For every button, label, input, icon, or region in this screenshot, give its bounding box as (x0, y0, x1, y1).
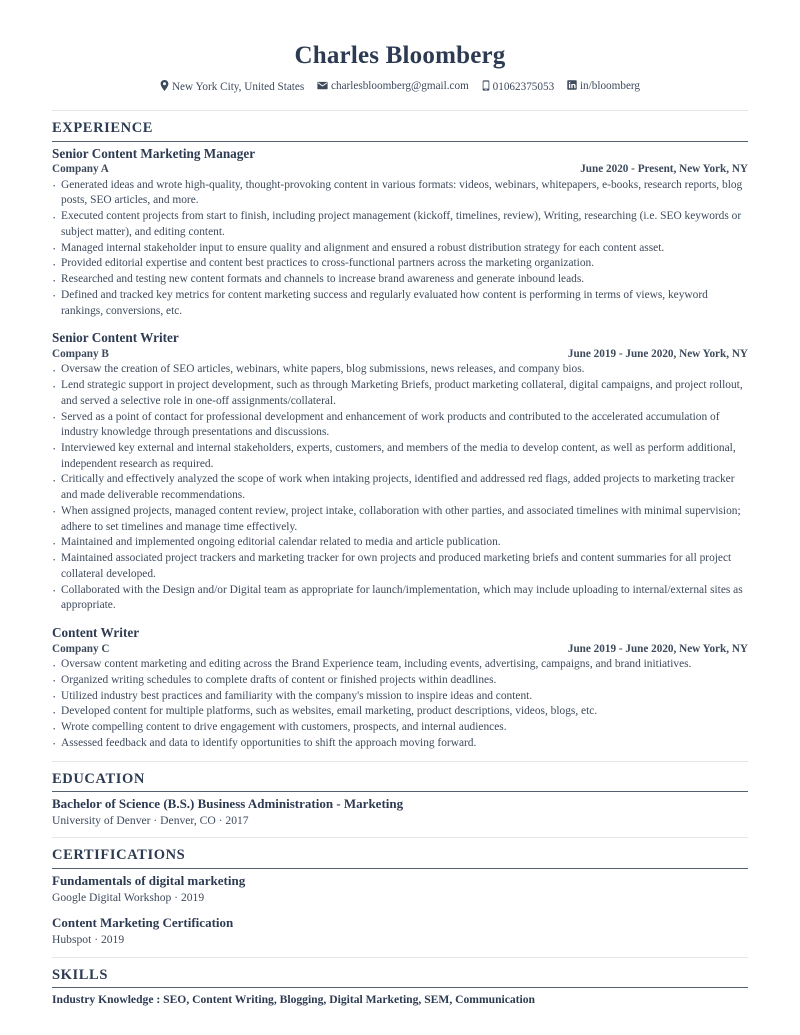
contact-email-text: charlesbloomberg@gmail.com (331, 80, 469, 93)
contact-email (317, 80, 469, 93)
job-company: Company C (52, 642, 110, 655)
job-bullet-list (52, 362, 748, 614)
job-bullet: · Managed internal stakeholder input to ensure quality and alignment and ensured a robust distribution strategy for each content asset. (52, 241, 748, 257)
job-bullet: · Oversaw content marketing and editing across the Brand Experience team, including events, advertising, campaigns, and brand initiatives. (52, 657, 748, 673)
job-bullet: · Organized writing schedules to complete drafts of content or finished projects within deadlines. (52, 673, 748, 689)
certification-details: Google Digital Workshop · 2019 (52, 890, 205, 904)
job-meta (52, 642, 748, 657)
job-bullet: · Utilized industry best practices and familiarity with the company's mission to inspire ideas and content. (52, 689, 748, 705)
linkedin-icon (567, 80, 577, 90)
resume-header (52, 42, 748, 94)
job-bullet: · Served as a point of contact for professional development and enhancement of work products and contributed to the accelerated accumulation of industry knowledge through presentations and discussions. (52, 410, 748, 441)
contact-phone-text: 01062375053 (492, 80, 555, 93)
contact-location-text: New York City, United States (171, 80, 305, 93)
section-education (52, 761, 748, 829)
contact-location (160, 80, 304, 94)
section-skills (52, 957, 748, 1009)
certification-entry (52, 915, 748, 948)
contact-line (52, 80, 748, 94)
section-title-skills: SKILLS (52, 966, 108, 983)
job-meta (52, 347, 748, 362)
section-rule (52, 868, 748, 869)
experience-entry (52, 330, 748, 614)
job-bullet: · Assessed feedback and data to identify opportunities to shift the approach moving forward. (52, 736, 748, 752)
section-separator (52, 761, 748, 762)
job-dates-location: June 2020 - Present, New York, NY (580, 163, 748, 176)
job-bullet: · Interviewed key external and internal stakeholders, experts, customers, and members of the media to develop content, as well as perform additional, independent research as required. (52, 441, 748, 472)
job-bullet: · Developed content for multiple platforms, such as websites, email marketing, product descriptions, videos, blogs, etc. (52, 704, 748, 720)
phone-icon (482, 80, 490, 91)
location-pin-icon (160, 80, 169, 91)
section-title-certifications: CERTIFICATIONS (52, 847, 186, 864)
section-rule (52, 141, 748, 142)
job-dates-location: June 2019 - June 2020, New York, NY (567, 642, 748, 655)
contact-phone (482, 80, 555, 94)
job-bullet: · Provided editorial expertise and content best practices to cross-functional partners across the marketing organization. (52, 256, 748, 272)
section-rule (52, 987, 748, 988)
section-separator (52, 957, 748, 958)
candidate-name: Charles Bloomberg (294, 42, 506, 69)
job-bullet: · Oversaw the creation of SEO articles, webinars, white papers, blog submissions, news releases, and company bios. (52, 362, 748, 378)
job-bullet-list (52, 657, 748, 751)
job-meta (52, 162, 748, 177)
section-title-education: EDUCATION (52, 770, 145, 787)
job-bullet: · Researched and testing new content formats and channels to increase brand awareness and generate inbound leads. (52, 272, 748, 288)
skills-list: Industry Knowledge : SEO, Content Writing, Blogging, Digital Marketing, SEM, Communication (52, 993, 536, 1007)
section-certifications (52, 837, 748, 947)
envelope-icon (317, 81, 328, 90)
education-entry (52, 796, 748, 829)
job-dates-location: June 2019 - June 2020, New York, NY (567, 347, 748, 360)
job-title: Senior Content Marketing Manager (52, 145, 256, 161)
certification-name: Fundamentals of digital marketing (52, 872, 246, 888)
section-separator (52, 837, 748, 838)
job-company: Company B (52, 347, 109, 360)
contact-linkedin-text: in/bloomberg (579, 80, 641, 93)
job-bullet: · Generated ideas and wrote high-quality, thought-provoking content in various formats: videos, webinars, whitepapers, e-books, research reports, blog posts, SEO articles, and more. (52, 178, 748, 209)
job-bullet-list (52, 178, 748, 320)
job-bullet: · When assigned projects, managed content review, project intake, collaboration with other parties, and associated timelines with minimal supervision; adhere to set timelines and manage time effectively. (52, 504, 748, 535)
education-degree: Bachelor of Science (B.S.) Business Administration - Marketing (52, 795, 404, 811)
job-bullet: · Executed content projects from start to finish, including project management (kickoff, timelines, review), Writing, researching (i.e. SEO keywords or subject matter), and editing content. (52, 209, 748, 240)
section-rule (52, 791, 748, 792)
job-bullet: · Defined and tracked key metrics for content marketing success and regularly evaluated how content is performing in terms of views, keyword rankings, conversions, etc. (52, 288, 748, 319)
certification-details: Hubspot · 2019 (52, 933, 125, 947)
job-bullet: · Maintained associated project trackers and marketing tracker for own projects and produced marketing briefs and content summaries for all project collateral developed. (52, 551, 748, 582)
certification-entry (52, 873, 748, 906)
contact-linkedin (567, 80, 640, 93)
section-experience (52, 110, 748, 751)
section-separator (52, 110, 748, 111)
job-title: Senior Content Writer (52, 330, 179, 346)
education-details: University of Denver · Denver, CO · 2017 (52, 813, 249, 827)
job-bullet: · Lend strategic support in project development, such as through Marketing Briefs, product marketing collateral, digital campaigns, and project rollout, and served a selective role in one-off assignments/collateral. (52, 378, 748, 409)
experience-entry (52, 625, 748, 751)
job-bullet: · Maintained and implemented ongoing editorial calendar related to media and article publication. (52, 535, 748, 551)
job-company: Company A (52, 163, 109, 176)
experience-entry (52, 146, 748, 320)
section-title-experience: EXPERIENCE (52, 120, 154, 137)
certification-name: Content Marketing Certification (52, 915, 234, 931)
job-bullet: · Collaborated with the Design and/or Digital team as appropriate for launch/implementation, which may include uploading to internal/external sites as appropriate. (52, 583, 748, 614)
job-bullet: · Wrote compelling content to drive engagement with customers, prospects, and internal audiences. (52, 720, 748, 736)
job-title: Content Writer (52, 625, 140, 641)
job-bullet: · Critically and effectively analyzed the scope of work when intaking projects, identified and addressed red flags, added projects to marketing tracker and made deliverable recommendations. (52, 472, 748, 503)
